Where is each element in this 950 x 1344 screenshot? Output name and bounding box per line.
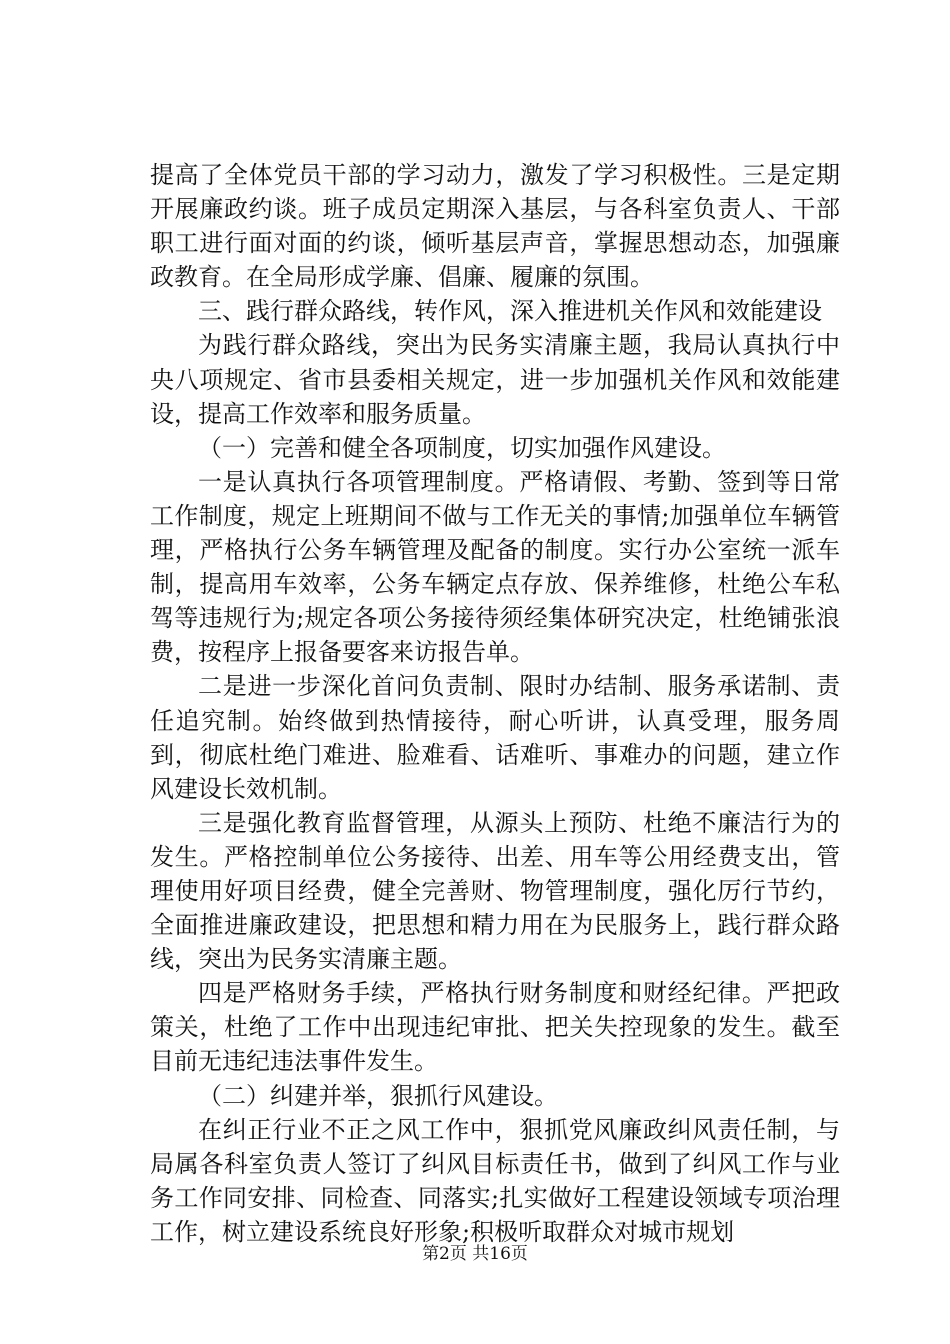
section-heading-three: 三、践行群众路线，转作风，深入推进机关作风和效能建设 [198, 297, 822, 326]
paragraph-item-four: 四是严格财务手续，严格执行财务制度和财经纪律。严把政策关，杜绝了工作中出现违纪审批、把关失控现象的发生。截至目前无违纪违法事件发生。 [150, 979, 840, 1076]
paragraph-intro: 为践行群众路线，突出为民务实清廉主题，我局认真执行中央八项规定、省市县委相关规定，进一步加强机关作风和效能建设，提高工作效率和服务质量。 [150, 331, 840, 428]
paragraph-item-two: 二是进一步深化首问负责制、限时办结制、服务承诺制、责任追究制。始终做到热情接待，耐心听讲，认真受理，服务周到，彻底杜绝门难进、脸难看、话难听、事难办的问题，建立作风建设长效机制。 [150, 672, 840, 803]
subheading-two: （二）纠建并举，狠抓行风建设。 [198, 1081, 558, 1110]
paragraph-item-one: 一是认真执行各项管理制度。严格请假、考勤、签到等日常工作制度，规定上班期间不做与工作无关的事情;加强单位车辆管理，严格执行公务车辆管理及配备的制度。实行办公室统一派车制，提高用车效率，公务车辆定点存放、保养维修，杜绝公车私驾等违规行为;规定各项公务接待须经集体研究决定，杜绝铺张浪费，按程序上报备要客来访报告单。 [150, 467, 840, 667]
paragraph-conduct: 在纠正行业不正之风工作中，狠抓党风廉政纠风责任制，与局属各科室负责人签订了纠风目标责任书，做到了纠风工作与业务工作同安排、同检查、同落实;扎实做好工程建设领域专项治理工作，树立建设系统良好形象;积极听取群众对城市规划 [150, 1115, 840, 1246]
document-body [150, 158, 840, 1249]
paragraph-continuation: 提高了全体党员干部的学习动力，激发了学习积极性。三是定期开展廉政约谈。班子成员定期深入基层，与各科室负责人、干部职工进行面对面的约谈，倾听基层声音，掌握思想动态，加强廉政教育。在全局形成学廉、倡廉、履廉的氛围。 [150, 161, 840, 292]
subheading-one: （一）完善和健全各项制度，切实加强作风建设。 [198, 433, 726, 462]
page-number-footer: 第2页 共16页 [422, 1244, 528, 1264]
paragraph-item-three: 三是强化教育监督管理，从源头上预防、杜绝不廉洁行为的发生。严格控制单位公务接待、出差、用车等公用经费支出，管理使用好项目经费，健全完善财、物管理制度，强化厉行节约，全面推进廉政建设，把思想和精力用在为民服务上，践行群众路线，突出为民务实清廉主题。 [150, 808, 840, 974]
